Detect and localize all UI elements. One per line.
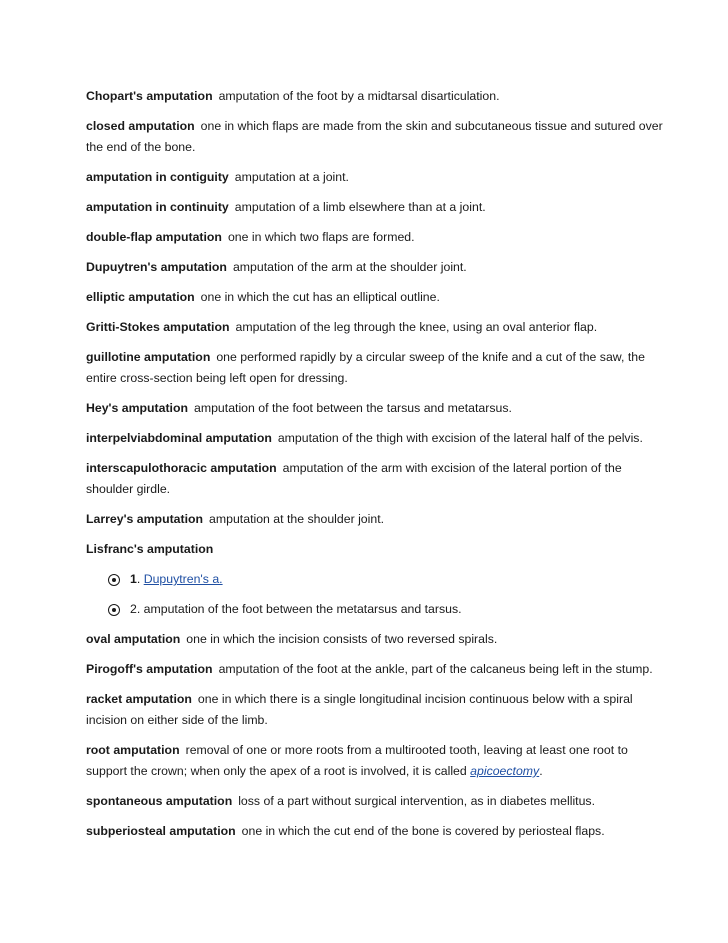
apicoectomy-link[interactable]: apicoectomy	[470, 764, 540, 778]
entry-term: Gritti-Stokes amputation	[86, 320, 230, 334]
glossary-entry	[86, 167, 668, 188]
entry-term: amputation in continuity	[86, 200, 229, 214]
entry-term: subperiosteal amputation	[86, 824, 236, 838]
entry-definition: amputation of a limb elsewhere than at a joint.	[234, 200, 486, 214]
entry-term: Larrey's amputation	[86, 512, 204, 526]
glossary-entry	[86, 227, 668, 248]
entry-definition: amputation of the leg through the knee, using an oval anterior flap.	[235, 320, 598, 334]
entry-definition: loss of a part without surgical intervention, as in diabetes mellitus.	[238, 794, 595, 808]
entry-definition: amputation of the arm at the shoulder joint.	[232, 260, 467, 274]
glossary-entry	[86, 317, 668, 338]
entry-term: elliptic amputation	[86, 290, 195, 304]
entry-definition-end: .	[539, 764, 543, 778]
glossary-entry	[86, 257, 668, 278]
entry-definition: one performed rapidly by a circular sweep of the knife and a cut of the saw, the entire cross-section being left open for dressing.	[86, 350, 645, 385]
entry-definition: amputation at a joint.	[234, 170, 349, 184]
entry-term: Dupuytren's amputation	[86, 260, 227, 274]
entry-term: amputation in contiguity	[86, 170, 229, 184]
glossary-entry	[86, 287, 668, 308]
entry-term: guillotine amputation	[86, 350, 211, 364]
list-item	[108, 569, 668, 590]
entry-term: double-flap amputation	[86, 230, 222, 244]
entry-term: root amputation	[86, 743, 180, 757]
glossary-entry	[86, 689, 668, 731]
entry-term: Hey's amputation	[86, 401, 189, 415]
entry-definition: one in which the cut end of the bone is covered by periosteal flaps.	[241, 824, 605, 838]
item-number: 1	[130, 572, 137, 586]
entry-term: interscapulothoracic amputation	[86, 461, 277, 475]
entry-term: spontaneous amputation	[86, 794, 233, 808]
glossary-entry	[86, 458, 668, 500]
circle-bullet-icon	[108, 574, 120, 586]
entry-definition: removal of one or more roots from a multirooted tooth, leaving at least one root to support the crown; when only the apex of a root is involved, it is called	[86, 743, 628, 778]
entry-definition: one in which the incision consists of two reversed spirals.	[186, 632, 498, 646]
glossary-entry-root	[86, 740, 668, 782]
entry-term: Pirogoff's amputation	[86, 662, 213, 676]
glossary-entry	[86, 428, 668, 449]
glossary-entry	[86, 629, 668, 650]
glossary-entry	[86, 659, 668, 680]
entry-term: racket amputation	[86, 692, 192, 706]
entry-definition: amputation of the foot between the tarsus and metatarsus.	[194, 401, 512, 415]
entry-term: Lisfranc's amputation	[86, 542, 214, 556]
entry-definition: amputation of the foot at the ankle, part of the calcaneus being left in the stump.	[218, 662, 653, 676]
entry-term: closed amputation	[86, 119, 195, 133]
item-text: 2. amputation of the foot between the metatarsus and tarsus.	[130, 602, 462, 616]
entry-definition: one in which flaps are made from the skin and subcutaneous tissue and sutured over the end of the bone.	[86, 119, 663, 154]
glossary-entry-lisfranc	[86, 539, 668, 560]
glossary-entry	[86, 197, 668, 218]
glossary-entry	[86, 821, 668, 842]
entry-definition: one in which two flaps are formed.	[227, 230, 415, 244]
lisfranc-sublist	[86, 569, 668, 620]
item-separator: .	[136, 572, 144, 586]
entry-definition: amputation at the shoulder joint.	[209, 512, 385, 526]
entry-definition: amputation of the arm with excision of the lateral portion of the shoulder girdle.	[86, 461, 622, 496]
list-item	[108, 599, 668, 620]
entry-term: interpelviabdominal amputation	[86, 431, 272, 445]
entry-definition: one in which the cut has an elliptical outline.	[200, 290, 440, 304]
glossary-entry	[86, 791, 668, 812]
glossary-entry	[86, 398, 668, 419]
glossary-entry	[86, 116, 668, 158]
dupuytren-link[interactable]: Dupuytren's a.	[143, 572, 223, 586]
entry-definition: amputation of the foot by a midtarsal disarticulation.	[218, 89, 500, 103]
glossary-entry	[86, 509, 668, 530]
glossary-entry	[86, 86, 668, 107]
entry-definition: one in which there is a single longitudinal incision continuous below with a spiral incision on either side of the limb.	[86, 692, 633, 727]
glossary-entry	[86, 347, 668, 389]
item-text	[130, 569, 223, 590]
entry-definition: amputation of the thigh with excision of the lateral half of the pelvis.	[277, 431, 643, 445]
circle-bullet-icon	[108, 604, 120, 616]
entry-term: oval amputation	[86, 632, 181, 646]
entry-term: Chopart's amputation	[86, 89, 213, 103]
